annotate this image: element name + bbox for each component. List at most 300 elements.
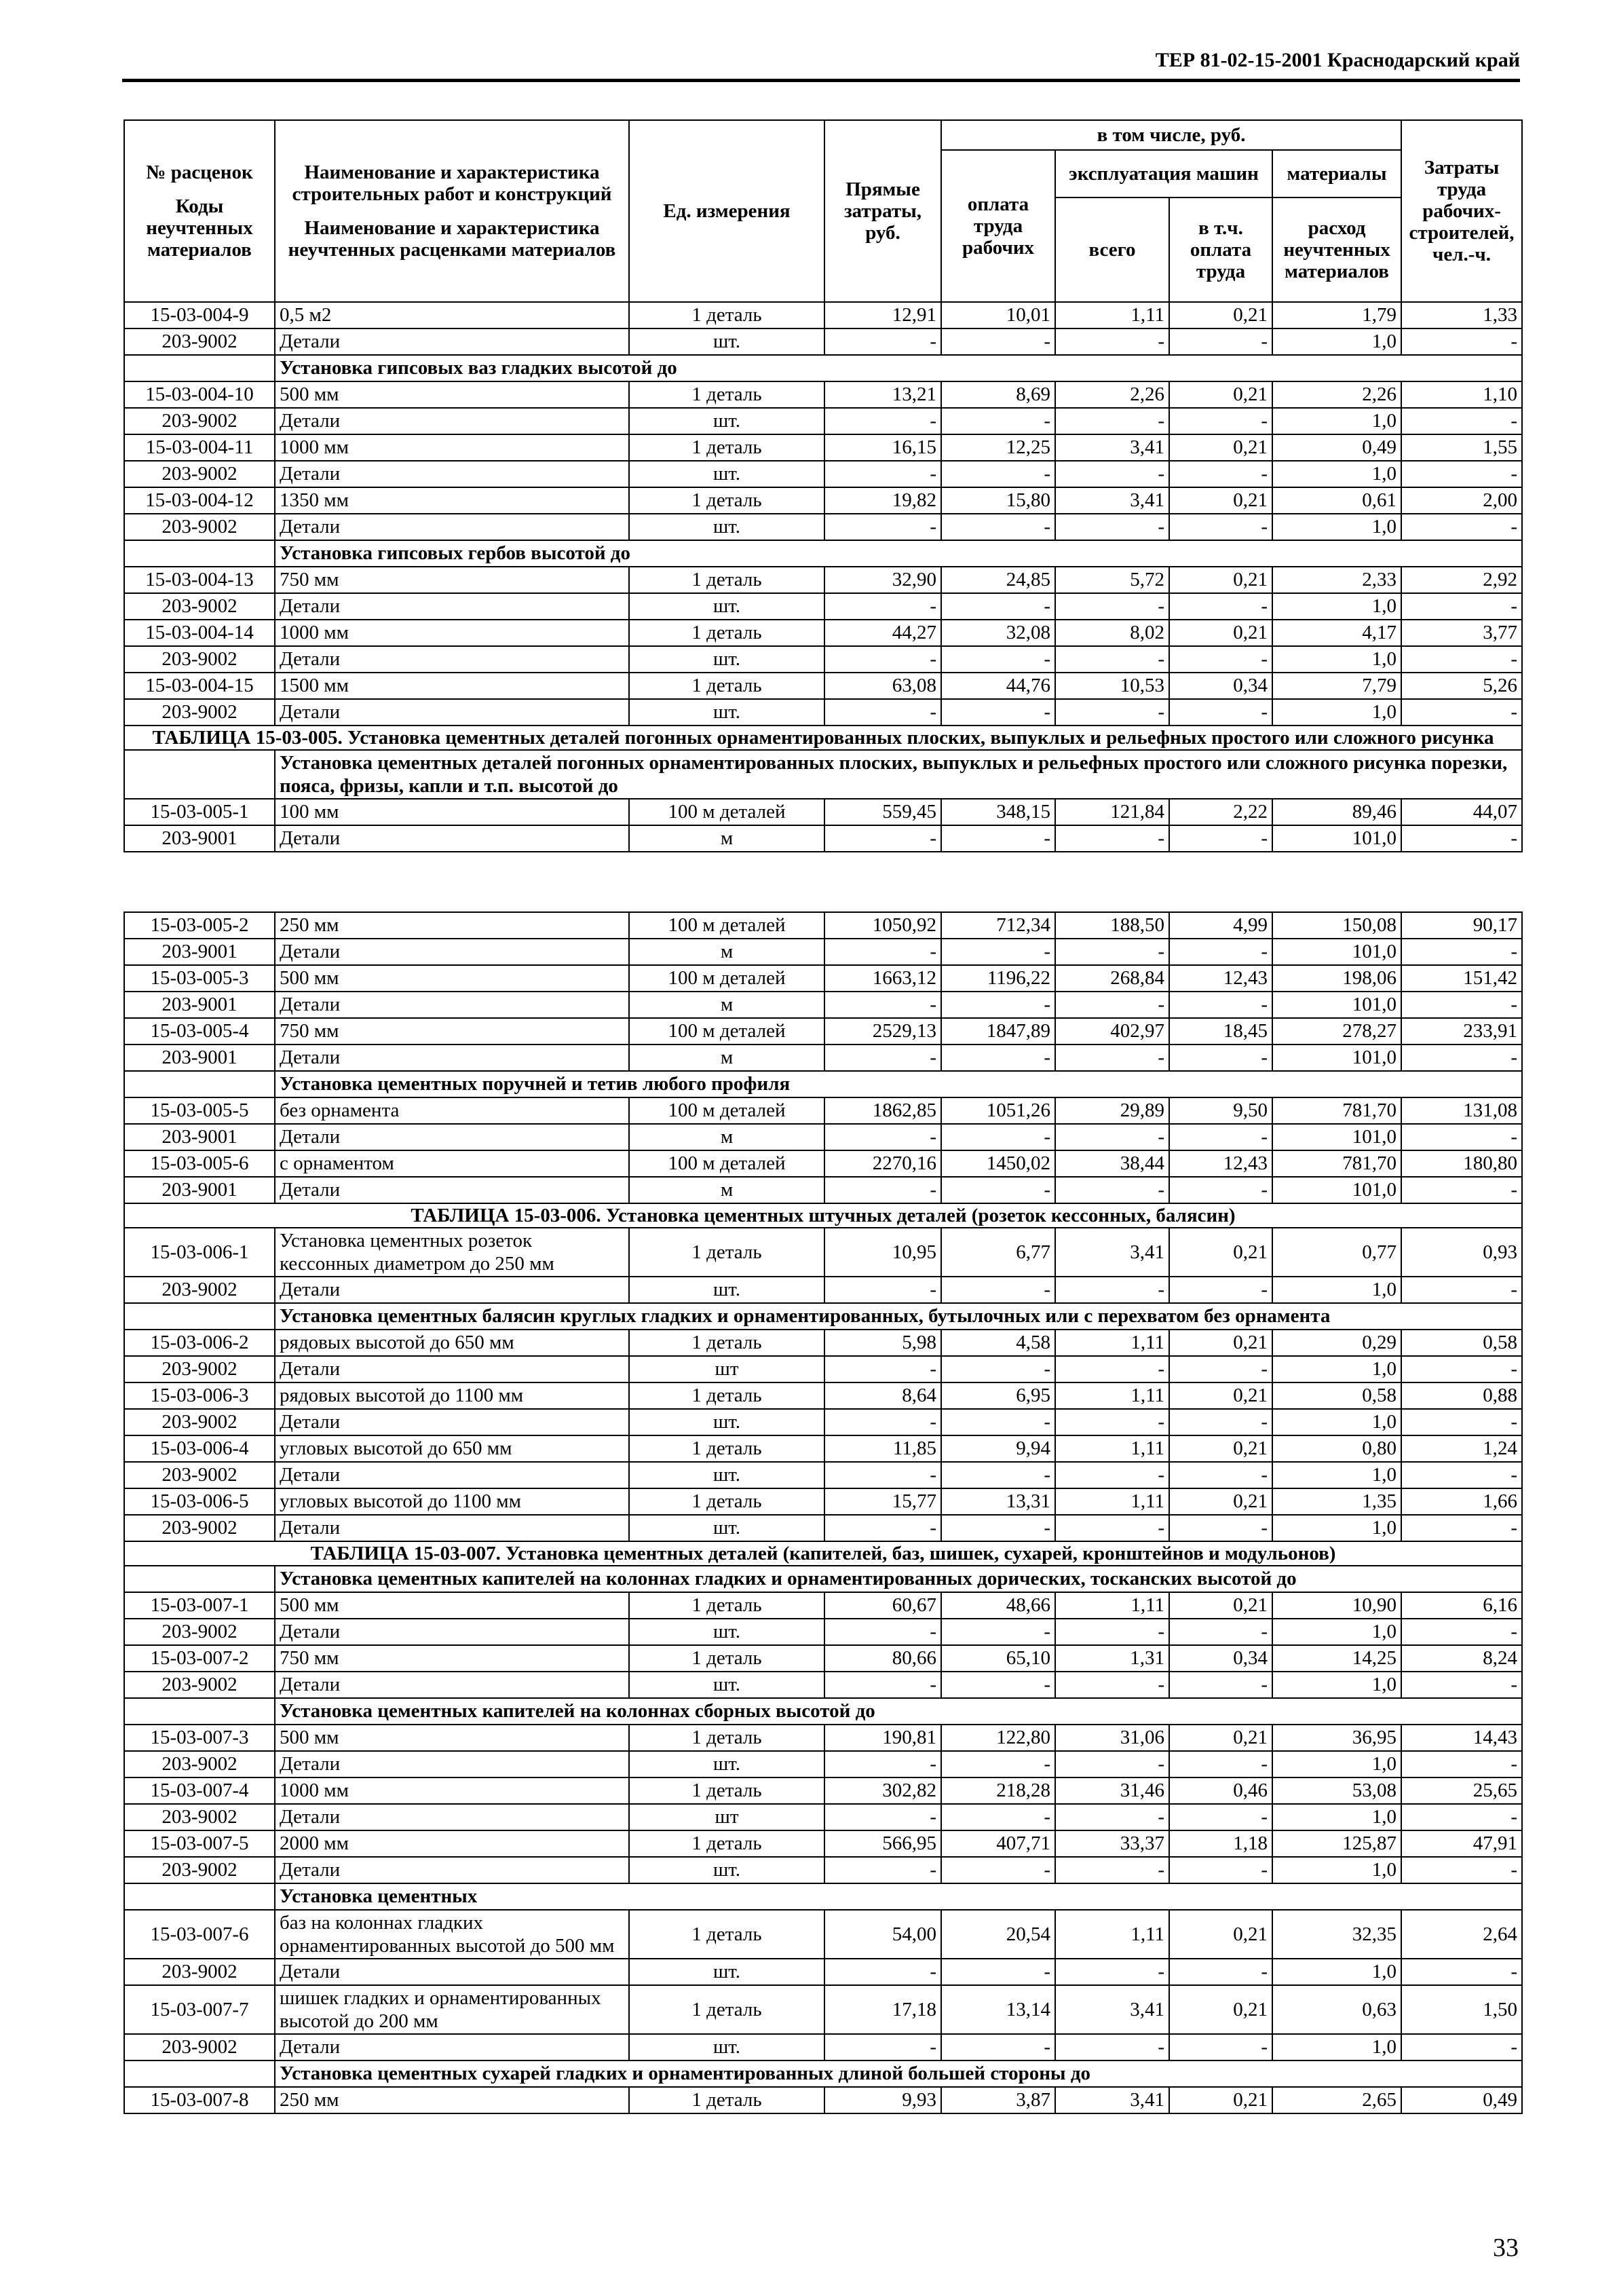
machine-wage-cell: 0,21 [1169,487,1272,514]
rate-name: 1500 мм [275,673,629,699]
wage-cell: - [941,1857,1055,1883]
table-row [124,408,1522,434]
rate-name: Детали [275,408,629,434]
labor-cell: 1,33 [1401,302,1522,328]
rate-name: 100 мм [275,799,629,825]
rate-code: 15-03-007-3 [124,1725,275,1751]
materials-cell: 1,0 [1272,699,1401,726]
materials-cell: 198,06 [1272,965,1401,992]
machine-wage-cell: - [1169,1804,1272,1830]
direct-cost-cell: 19,82 [824,487,941,514]
unit-cell: шт. [629,646,824,673]
materials-cell: 101,0 [1272,1124,1401,1150]
table-row [124,1462,1522,1488]
direct-cost-cell: 10,95 [824,1228,941,1277]
wage-cell: - [941,593,1055,620]
unit-cell: 100 м деталей [629,799,824,825]
rate-name: 500 мм [275,1725,629,1751]
wage-cell: - [941,1277,1055,1303]
labor-cell: 2,64 [1401,1910,1522,1959]
table-row [124,1645,1522,1672]
labor-cell: 0,58 [1401,1330,1522,1356]
rate-name: рядовых высотой до 650 мм [275,1330,629,1356]
rate-code: 15-03-004-15 [124,673,275,699]
table-row [124,699,1522,726]
machine-wage-cell: - [1169,1356,1272,1382]
labor-cell: 0,93 [1401,1228,1522,1277]
machine-wage-cell: 18,45 [1169,1018,1272,1045]
unit-cell: шт. [629,1515,824,1541]
rate-code: 203-9002 [124,1277,275,1303]
rate-code: 203-9002 [124,699,275,726]
machine-cell: - [1055,408,1169,434]
section-spacer [124,2060,275,2087]
materials-cell: 1,0 [1272,1515,1401,1541]
labor-cell: 1,55 [1401,434,1522,461]
rate-code: 203-9002 [124,1515,275,1541]
rate-name: 2000 мм [275,1830,629,1857]
rate-code: 203-9002 [124,461,275,487]
table-row [124,673,1522,699]
direct-cost-cell: 13,21 [824,381,941,408]
rate-name: 500 мм [275,381,629,408]
col-header-codes [124,120,275,302]
rate-code: 203-9002 [124,1356,275,1382]
col-name2-label: Наименование и характеристика неучтенных расценками материалов [288,217,616,261]
rate-name: Детали [275,1619,629,1645]
table-row [124,939,1522,965]
rate-name: Детали [275,1045,629,1071]
materials-cell: 1,0 [1272,1356,1401,1382]
materials-cell: 14,25 [1272,1645,1401,1672]
section-title: Установка цементных [275,1883,1522,1910]
labor-cell: - [1401,1857,1522,1883]
unit-cell: шт. [629,1959,824,1985]
wage-cell: 1847,89 [941,1018,1055,1045]
wage-cell: 218,28 [941,1777,1055,1804]
wage-cell: 1196,22 [941,965,1055,992]
rate-code: 203-9002 [124,1409,275,1435]
col-header-name [275,120,629,302]
section-title: Установка гипсовых гербов высотой до [275,540,1522,567]
wage-cell: 20,54 [941,1910,1055,1959]
table-row [124,1751,1522,1777]
table-row [124,1409,1522,1435]
wage-cell: - [941,2034,1055,2060]
col-header-mach-wage: в т.ч. оплата труда [1169,197,1272,302]
section-spacer [124,750,275,799]
rates-table-part-2 [124,911,1523,2114]
direct-cost-cell: 1050,92 [824,912,941,939]
section-title: Установка цементных балясин круглых гладких и орнаментированных, бутылочных или с перехватом без орнамента [275,1303,1522,1330]
machine-cell: 31,46 [1055,1777,1169,1804]
table-row [124,1725,1522,1751]
direct-cost-cell: - [824,1515,941,1541]
rate-name: 250 мм [275,912,629,939]
machine-cell: 3,41 [1055,2087,1169,2113]
table-row [124,620,1522,646]
rate-name: Детали [275,461,629,487]
wage-cell: 13,31 [941,1488,1055,1515]
labor-cell: 180,80 [1401,1150,1522,1177]
materials-cell: 1,35 [1272,1488,1401,1515]
wage-cell: - [941,1177,1055,1203]
unit-cell: 1 деталь [629,1910,824,1959]
section-title: Установка гипсовых ваз гладких высотой до [275,355,1522,381]
materials-cell: 1,0 [1272,1462,1401,1488]
machine-cell: - [1055,1959,1169,1985]
section-spacer [124,1883,275,1910]
rate-name: 500 мм [275,1592,629,1619]
machine-cell: 1,11 [1055,1592,1169,1619]
direct-cost-cell: 63,08 [824,673,941,699]
machine-wage-cell: - [1169,1619,1272,1645]
labor-cell: - [1401,1959,1522,1985]
wage-cell: - [941,939,1055,965]
rate-code: 203-9001 [124,992,275,1018]
labor-cell: - [1401,1672,1522,1698]
wage-cell: - [941,1124,1055,1150]
unit-cell: 1 деталь [629,2087,824,2113]
machine-cell: 1,11 [1055,1382,1169,1409]
table-row [124,1592,1522,1619]
table-row [124,461,1522,487]
materials-cell: 1,0 [1272,1672,1401,1698]
rate-code: 203-9002 [124,2034,275,2060]
unit-cell: шт. [629,1672,824,1698]
unit-cell: м [629,939,824,965]
direct-cost-cell: - [824,1409,941,1435]
rate-code: 15-03-005-5 [124,1097,275,1124]
rate-code: 15-03-007-6 [124,1910,275,1959]
labor-cell: - [1401,1804,1522,1830]
unit-cell: м [629,1045,824,1071]
unit-cell: шт. [629,328,824,355]
wage-cell: 712,34 [941,912,1055,939]
wage-cell: 407,71 [941,1830,1055,1857]
materials-cell: 2,33 [1272,567,1401,593]
labor-cell: - [1401,1619,1522,1645]
labor-cell: - [1401,1356,1522,1382]
rate-name: угловых высотой до 650 мм [275,1435,629,1462]
machine-cell: - [1055,1619,1169,1645]
wage-cell: 12,25 [941,434,1055,461]
direct-cost-cell: - [824,328,941,355]
section-spacer [124,1698,275,1725]
wage-cell: - [941,1409,1055,1435]
machine-cell: 1,11 [1055,1910,1169,1959]
labor-cell: - [1401,1124,1522,1150]
machine-cell: - [1055,1515,1169,1541]
machine-cell: 268,84 [1055,965,1169,992]
unit-cell: 1 деталь [629,1382,824,1409]
wage-cell: 10,01 [941,302,1055,328]
unit-cell: шт. [629,1619,824,1645]
section-title: Установка цементных капителей на колоннах сборных высотой до [275,1698,1522,1725]
rate-name: Детали [275,1462,629,1488]
wage-cell: 15,80 [941,487,1055,514]
labor-cell: - [1401,825,1522,852]
rate-name: Детали [275,328,629,355]
machine-wage-cell: 0,21 [1169,1592,1272,1619]
rate-name: угловых высотой до 1100 мм [275,1488,629,1515]
section-spacer [124,1566,275,1592]
wage-cell: - [941,646,1055,673]
wage-cell: - [941,1751,1055,1777]
machine-cell: 1,31 [1055,1645,1169,1672]
unit-cell: 1 деталь [629,1985,824,2034]
table-row [124,1330,1522,1356]
section-title: Установка цементных сухарей гладких и орнаментированных длиной большей стороны до [275,2060,1522,2087]
materials-cell: 781,70 [1272,1097,1401,1124]
wage-cell: - [941,328,1055,355]
table-row [124,992,1522,1018]
materials-cell: 0,29 [1272,1330,1401,1356]
rate-name: Детали [275,939,629,965]
table-row [124,1382,1522,1409]
direct-cost-cell: - [824,1857,941,1883]
machine-wage-cell: 0,21 [1169,1725,1272,1751]
labor-cell: - [1401,1462,1522,1488]
direct-cost-cell: - [824,699,941,726]
table-row [124,381,1522,408]
rate-name: 1000 мм [275,1777,629,1804]
section-row [124,1698,1522,1725]
rate-name: Детали [275,699,629,726]
machine-wage-cell: 0,21 [1169,1382,1272,1409]
labor-cell: - [1401,992,1522,1018]
table-row [124,487,1522,514]
section-title: Установка цементных деталей погонных орнаментированных плоских, выпуклых и рельефных простого или сложного рисунка порезки, пояса, фризы, капли и т.п. высотой до [275,750,1522,799]
table-row [124,1857,1522,1883]
section-row [124,750,1522,799]
section-row [124,355,1522,381]
machine-cell: - [1055,1124,1169,1150]
rate-name: Детали [275,1356,629,1382]
table-row [124,1177,1522,1203]
rate-name: Детали [275,1515,629,1541]
wage-cell: 1450,02 [941,1150,1055,1177]
wage-cell: - [941,1959,1055,1985]
wage-cell: 65,10 [941,1645,1055,1672]
machine-wage-cell: 12,43 [1169,1150,1272,1177]
rate-code: 203-9002 [124,408,275,434]
labor-cell: - [1401,461,1522,487]
unit-cell: шт. [629,2034,824,2060]
rate-code: 203-9002 [124,1672,275,1698]
direct-cost-cell: 8,64 [824,1382,941,1409]
machine-wage-cell: - [1169,1124,1272,1150]
rate-name: шишек гладких и орнаментированных высотой до 200 мм [275,1985,629,2034]
unit-cell: 1 деталь [629,567,824,593]
machine-cell: - [1055,939,1169,965]
section-row [124,2060,1522,2087]
machine-wage-cell: 0,21 [1169,620,1272,646]
machine-cell: 3,41 [1055,487,1169,514]
unit-cell: м [629,1177,824,1203]
materials-cell: 0,49 [1272,434,1401,461]
labor-cell: - [1401,1751,1522,1777]
table-row [124,1910,1522,1959]
machine-wage-cell: 0,21 [1169,434,1272,461]
materials-cell: 0,63 [1272,1985,1401,2034]
rate-code: 15-03-004-10 [124,381,275,408]
table-row [124,1356,1522,1382]
rate-code: 15-03-007-7 [124,1985,275,2034]
machine-wage-cell: - [1169,408,1272,434]
unit-cell: 100 м деталей [629,965,824,992]
rate-code: 15-03-007-4 [124,1777,275,1804]
table-row [124,646,1522,673]
machine-cell: 29,89 [1055,1097,1169,1124]
labor-cell: - [1401,2034,1522,2060]
rate-name: Детали [275,593,629,620]
table-row [124,1045,1522,1071]
unit-cell: 1 деталь [629,1228,824,1277]
labor-cell: 44,07 [1401,799,1522,825]
table-row [124,1124,1522,1150]
direct-cost-cell: - [824,1124,941,1150]
machine-wage-cell: 2,22 [1169,799,1272,825]
rate-name: Детали [275,1177,629,1203]
labor-cell: 233,91 [1401,1018,1522,1045]
unit-cell: 1 деталь [629,620,824,646]
machine-wage-cell: - [1169,1959,1272,1985]
unit-cell: 1 деталь [629,381,824,408]
machine-wage-cell: - [1169,461,1272,487]
machine-cell: - [1055,992,1169,1018]
rate-code: 15-03-006-2 [124,1330,275,1356]
wage-cell: - [941,408,1055,434]
section-row [124,1071,1522,1097]
table-row [124,567,1522,593]
rate-code: 15-03-005-2 [124,912,275,939]
materials-cell: 101,0 [1272,1177,1401,1203]
wage-cell: 8,69 [941,381,1055,408]
col-header-unit: Ед. измерения [629,120,824,302]
unit-cell: 100 м деталей [629,912,824,939]
machine-wage-cell: - [1169,328,1272,355]
labor-cell: 0,49 [1401,2087,1522,2113]
unit-cell: 1 деталь [629,673,824,699]
materials-cell: 2,26 [1272,381,1401,408]
labor-cell: 90,17 [1401,912,1522,939]
machine-cell: - [1055,1751,1169,1777]
rate-code: 15-03-005-4 [124,1018,275,1045]
machine-wage-cell: - [1169,1751,1272,1777]
table-title-row [124,726,1522,750]
materials-cell: 0,77 [1272,1228,1401,1277]
direct-cost-cell: - [824,1619,941,1645]
wage-cell: 13,14 [941,1985,1055,2034]
rate-code: 15-03-007-8 [124,2087,275,2113]
rates-table-part-1 [124,119,1523,852]
labor-cell: - [1401,408,1522,434]
machine-cell: 31,06 [1055,1725,1169,1751]
materials-cell: 4,17 [1272,620,1401,646]
wage-cell: 48,66 [941,1592,1055,1619]
direct-cost-cell: 302,82 [824,1777,941,1804]
machine-wage-cell: - [1169,1462,1272,1488]
table-row [124,1150,1522,1177]
section-spacer [124,1071,275,1097]
machine-wage-cell: - [1169,1409,1272,1435]
materials-cell: 1,79 [1272,302,1401,328]
direct-cost-cell: 2529,13 [824,1018,941,1045]
unit-cell: 100 м деталей [629,1097,824,1124]
wage-cell: - [941,1356,1055,1382]
direct-cost-cell: - [824,514,941,540]
wage-cell: - [941,1619,1055,1645]
col-header-incl: в том числе, руб. [941,120,1401,150]
direct-cost-cell: - [824,1751,941,1777]
machine-wage-cell: 4,99 [1169,912,1272,939]
materials-cell: 1,0 [1272,461,1401,487]
rate-code: 15-03-005-1 [124,799,275,825]
machine-cell: - [1055,1409,1169,1435]
unit-cell: 1 деталь [629,434,824,461]
wage-cell: - [941,825,1055,852]
direct-cost-cell: - [824,408,941,434]
materials-cell: 89,46 [1272,799,1401,825]
materials-cell: 36,95 [1272,1725,1401,1751]
machine-wage-cell: 1,18 [1169,1830,1272,1857]
table-title: ТАБЛИЦА 15-03-007. Установка цементных деталей (капителей, баз, шишек, сухарей, кронштейнов и модульонов) [124,1541,1522,1566]
unit-cell: шт. [629,1857,824,1883]
machine-cell: 1,11 [1055,302,1169,328]
section-row [124,1883,1522,1910]
labor-cell: 5,26 [1401,673,1522,699]
table-row [124,1277,1522,1303]
rate-code: 15-03-004-12 [124,487,275,514]
rate-code: 203-9002 [124,328,275,355]
table-row [124,1672,1522,1698]
rate-code: 203-9001 [124,1045,275,1071]
machine-wage-cell: 0,21 [1169,1985,1272,2034]
materials-cell: 0,58 [1272,1382,1401,1409]
section-row [124,1303,1522,1330]
rate-code: 15-03-006-1 [124,1228,275,1277]
table-title: ТАБЛИЦА 15-03-005. Установка цементных деталей погонных орнаментированных плоских, выпуклых и рельефных простого или сложного рисунка [124,726,1522,750]
machine-cell: 3,41 [1055,434,1169,461]
materials-cell: 101,0 [1272,1045,1401,1071]
direct-cost-cell: - [824,1462,941,1488]
machine-cell: - [1055,1277,1169,1303]
direct-cost-cell: 32,90 [824,567,941,593]
rate-code: 203-9002 [124,1751,275,1777]
rate-name: Детали [275,1409,629,1435]
table-title: ТАБЛИЦА 15-03-006. Установка цементных штучных деталей (розеток кессонных, балясин) [124,1203,1522,1228]
machine-wage-cell: 9,50 [1169,1097,1272,1124]
rate-name: 500 мм [275,965,629,992]
table-row [124,1515,1522,1541]
rate-name: Детали [275,825,629,852]
unit-cell: 1 деталь [629,302,824,328]
machine-wage-cell: - [1169,992,1272,1018]
direct-cost-cell: 1663,12 [824,965,941,992]
col-codes-label: Коды неучтенных материалов [146,195,253,261]
direct-cost-cell: 16,15 [824,434,941,461]
unit-cell: шт. [629,1462,824,1488]
rate-name: Детали [275,646,629,673]
table-row [124,302,1522,328]
materials-cell: 1,0 [1272,514,1401,540]
machine-cell: 38,44 [1055,1150,1169,1177]
rate-code: 15-03-007-2 [124,1645,275,1672]
materials-cell: 7,79 [1272,673,1401,699]
rate-code: 15-03-007-5 [124,1830,275,1857]
machine-cell: - [1055,1356,1169,1382]
